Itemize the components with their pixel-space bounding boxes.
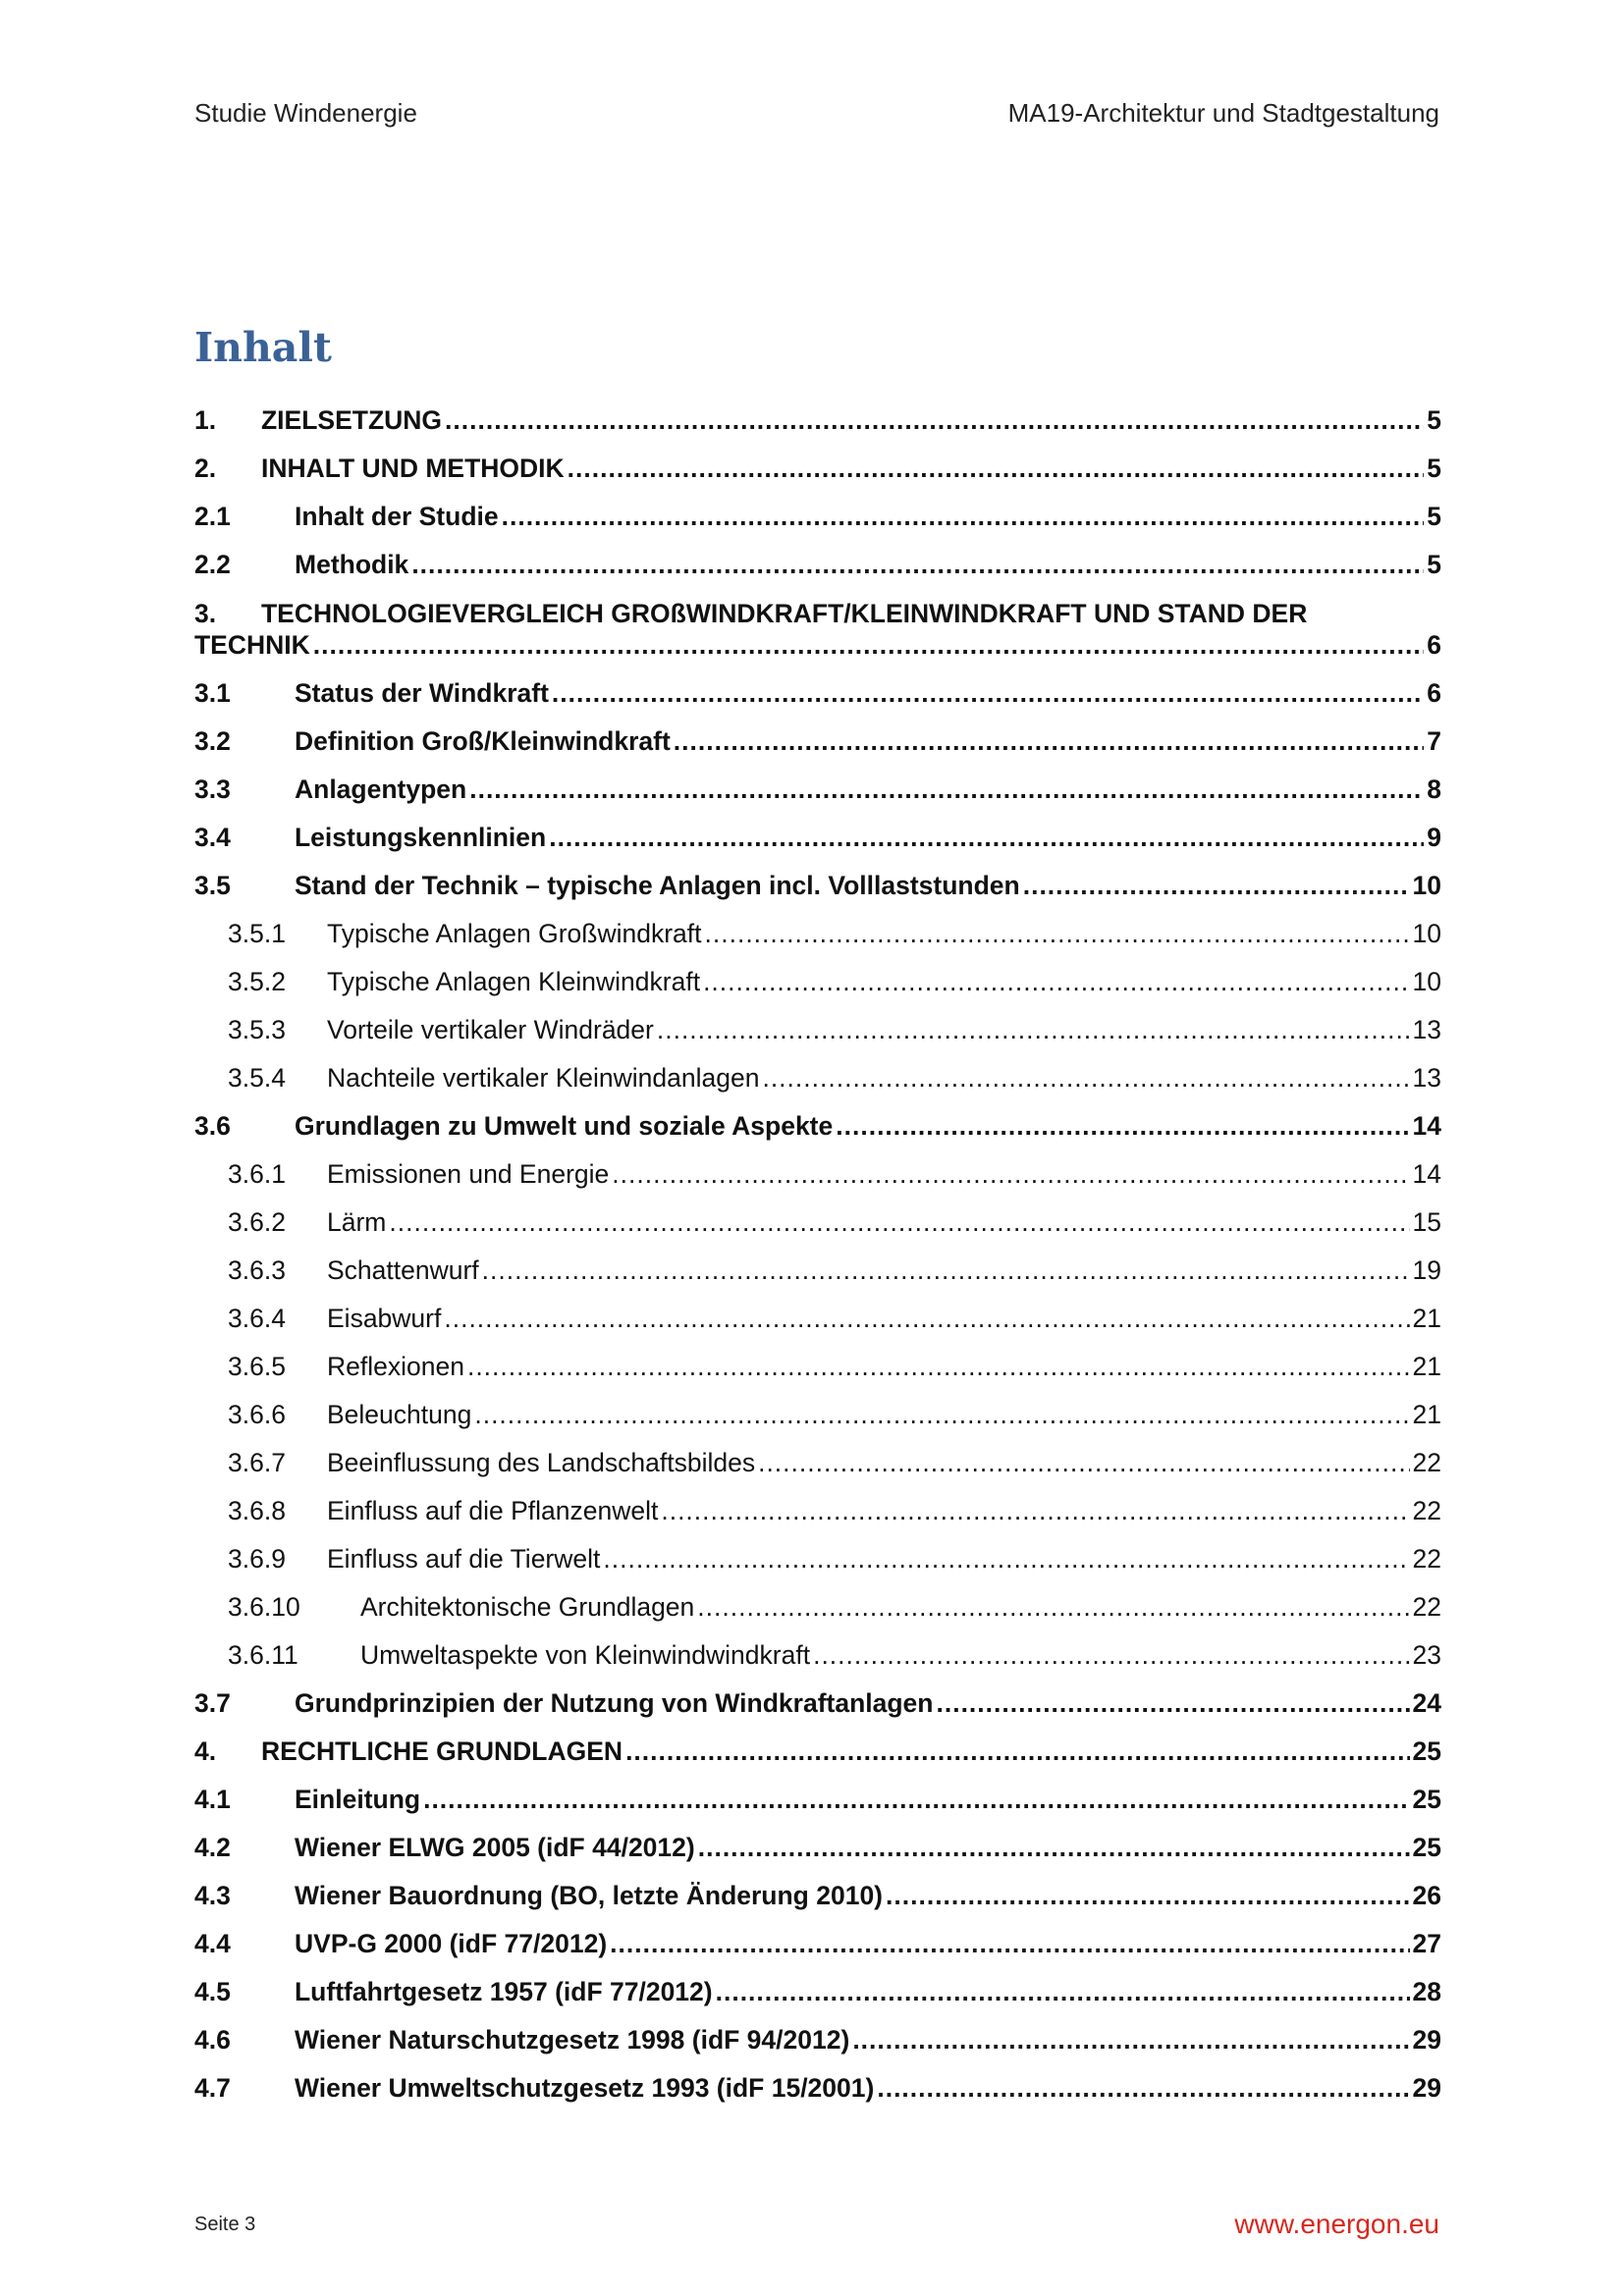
toc-entry-number: 3.4: [194, 823, 231, 852]
toc-entry-title-line1: TECHNOLOGIEVERGLEICH GROßWINDKRAFT/KLEINWINDKRAFT UND STAND DER: [261, 599, 1308, 628]
toc-entry[interactable]: [194, 1921, 1441, 1969]
toc-entry[interactable]: [194, 959, 1441, 1007]
toc-entry[interactable]: [194, 1103, 1441, 1151]
toc-entry[interactable]: [194, 542, 1441, 590]
toc-entry-title: RECHTLICHE GRUNDLAGEN: [261, 1736, 623, 1766]
toc-entry[interactable]: [194, 1007, 1441, 1055]
toc-entry-page: 29: [1412, 2073, 1441, 2103]
toc-entry-number: 3.6.2: [228, 1207, 286, 1237]
toc-entry-number: 3.1: [194, 678, 231, 708]
toc-leader-dots: [474, 1399, 1409, 1431]
toc-entry-title: Anlagentypen: [295, 774, 467, 804]
toc-leader-dots: [936, 1687, 1409, 1720]
toc-entry-page: 26: [1412, 1881, 1441, 1910]
toc-entry-page: 7: [1427, 726, 1441, 756]
toc-entry-number: 2.1: [194, 502, 231, 531]
toc-leader-dots: [703, 966, 1409, 998]
toc-entry[interactable]: [194, 1632, 1441, 1681]
toc-entry[interactable]: [194, 2065, 1441, 2113]
toc-entry-page: 5: [1427, 405, 1441, 435]
toc-entry-number: 4.: [194, 1736, 217, 1766]
toc-entry[interactable]: [194, 1151, 1441, 1200]
toc-entry-number: 3.6.7: [228, 1448, 286, 1477]
header-department: MA19-Architektur und Stadtgestaltung: [1007, 98, 1439, 128]
toc-entry-number: 1.: [194, 405, 217, 435]
toc-entry[interactable]: [194, 815, 1441, 863]
toc-entry-title: Nachteile vertikaler Kleinwindanlagen: [327, 1063, 760, 1093]
toc-entry-number: 4.6: [194, 2025, 231, 2055]
toc-entry-title: Reflexionen: [327, 1352, 464, 1381]
toc-entry-title: Typische Anlagen Großwindkraft: [327, 919, 702, 948]
toc-entry-title: Grundlagen zu Umwelt und soziale Aspekte: [295, 1111, 834, 1141]
toc-entry-number: 3.5.3: [228, 1015, 286, 1044]
toc-entry-title: Lärm: [327, 1207, 387, 1237]
toc-leader-dots: [313, 629, 1424, 662]
toc-entry-number: 3.6.5: [228, 1352, 286, 1381]
toc-entry-number: 3.5.4: [228, 1063, 286, 1093]
toc-entry-page: 21: [1412, 1400, 1441, 1429]
footer-website-link[interactable]: www.energon.eu: [1234, 2209, 1439, 2239]
toc-entry-title: Grundprinzipien der Nutzung von Windkraftanlagen: [295, 1688, 934, 1718]
toc-entry-number: 3.: [194, 599, 217, 628]
toc-entry-page: 28: [1412, 1977, 1441, 2006]
toc-entry-title: Definition Groß/Kleinwindkraft: [295, 726, 671, 756]
toc-entry[interactable]: [194, 1248, 1441, 1296]
toc-entry-page: 9: [1427, 823, 1441, 852]
toc-entry-page: 25: [1412, 1833, 1441, 1862]
toc-leader-dots: [389, 1206, 1409, 1239]
toc-entry-number: 3.6.11: [228, 1640, 298, 1670]
toc-entry-title: Einfluss auf die Pflanzenwelt: [327, 1496, 659, 1525]
toc-entry-title: Wiener Umweltschutzgesetz 1993 (idF 15/2001): [295, 2073, 875, 2103]
toc-entry[interactable]: [194, 767, 1441, 815]
toc-entry[interactable]: [194, 1296, 1441, 1344]
toc-entry[interactable]: [194, 1488, 1441, 1536]
toc-leader-dots: [661, 1495, 1409, 1527]
toc-entry-title: Inhalt der Studie: [295, 502, 499, 531]
toc-entry-page: 22: [1412, 1448, 1441, 1477]
toc-entry-number: 3.6.3: [228, 1255, 286, 1285]
toc-entry-number: 3.6.10: [228, 1592, 300, 1622]
toc-entry-page: 5: [1427, 502, 1441, 531]
toc-entry-page: 29: [1412, 2025, 1441, 2055]
toc-entry-page: 15: [1412, 1207, 1441, 1237]
toc-entry[interactable]: [194, 1584, 1441, 1632]
toc-entry-number: 3.2: [194, 726, 231, 756]
toc-entry-number: 3.7: [194, 1688, 231, 1718]
toc-entry-title: INHALT UND METHODIK: [261, 454, 565, 483]
toc-entry-number: 3.6.4: [228, 1304, 286, 1333]
toc-leader-dots: [467, 1351, 1410, 1383]
toc-entry-number: 3.5.2: [228, 967, 286, 996]
toc-entry-page: 10: [1412, 967, 1441, 996]
toc-entry-number: 3.6.1: [228, 1159, 286, 1189]
toc-entry-page: 21: [1412, 1352, 1441, 1381]
toc-entry-number: 3.6: [194, 1111, 231, 1141]
toc-entry-number: 4.3: [194, 1881, 231, 1910]
toc-entry-title: Beleuchtung: [327, 1400, 472, 1429]
toc-entry[interactable]: [194, 1969, 1441, 2017]
toc-entry-number: 4.5: [194, 1977, 231, 2006]
toc-leader-dots: [705, 918, 1410, 950]
toc-entry[interactable]: [194, 1200, 1441, 1248]
toc-entry[interactable]: [194, 1392, 1441, 1440]
toc-entry-number: 3.5: [194, 871, 231, 900]
toc-entry[interactable]: [194, 1055, 1441, 1103]
toc-entry-page: 25: [1412, 1785, 1441, 1814]
toc-entry-page: 8: [1427, 774, 1441, 804]
toc-entry-page: 14: [1412, 1111, 1441, 1141]
toc-entry[interactable]: [194, 446, 1441, 494]
toc-entry-title: ZIELSETZUNG: [261, 405, 443, 435]
toc-entry-page: 14: [1412, 1159, 1441, 1189]
toc-entry-title: Architektonische Grundlagen: [360, 1592, 695, 1622]
toc-entry-number: 3.6.8: [228, 1496, 286, 1525]
toc-leader-dots: [603, 1543, 1409, 1575]
toc-entry-number: 2.: [194, 454, 217, 483]
toc-entry[interactable]: [194, 494, 1441, 542]
toc-entry-title: Methodik: [295, 550, 409, 579]
toc-entry-page: 25: [1412, 1736, 1441, 1766]
toc-entry[interactable]: [194, 1825, 1441, 1873]
toc-leader-dots: [716, 1976, 1410, 2008]
toc-leader-dots: [502, 501, 1425, 533]
toc-entry-title: Wiener Bauordnung (BO, letzte Änderung 2010): [295, 1881, 884, 1910]
toc-entry-page: 22: [1412, 1544, 1441, 1574]
toc-entry-title: Schattenwurf: [327, 1255, 479, 1285]
toc-entry[interactable]: [194, 911, 1441, 959]
toc-entry-title: Beeinflussung des Landschaftsbildes: [327, 1448, 756, 1477]
toc-entry-title: UVP-G 2000 (idF 77/2012): [295, 1929, 608, 1958]
toc-heading: Inhalt: [194, 324, 332, 371]
toc-entry-title: Leistungskennlinien: [295, 823, 547, 852]
toc-entry-page: 22: [1412, 1592, 1441, 1622]
toc-leader-dots: [610, 1928, 1409, 1960]
toc-entry[interactable]: [194, 1344, 1441, 1392]
toc-entry-page: 6: [1427, 678, 1441, 708]
toc-entry[interactable]: [194, 1873, 1441, 1921]
toc-entry[interactable]: [194, 719, 1441, 767]
toc-entry[interactable]: [194, 670, 1441, 719]
toc-entry-page: 5: [1427, 550, 1441, 579]
header-document-title: Studie Windenergie: [194, 98, 417, 128]
toc-entry-page: 24: [1412, 1688, 1441, 1718]
toc-entry-number: 3.6.6: [228, 1400, 286, 1429]
toc-entry[interactable]: [194, 398, 1441, 446]
toc-entry-title: Umweltaspekte von Kleinwindwindkraft: [360, 1640, 811, 1670]
toc-leader-dots: [552, 677, 1424, 710]
toc-leader-dots: [612, 1158, 1409, 1191]
toc-entry[interactable]: [194, 590, 1441, 670]
toc-leader-dots: [813, 1639, 1409, 1672]
toc-leader-dots: [423, 1784, 1409, 1816]
toc-leader-dots: [444, 1303, 1409, 1335]
toc-entry[interactable]: [194, 1681, 1441, 1729]
toc-entry[interactable]: [194, 1440, 1441, 1488]
toc-leader-dots: [549, 822, 1424, 854]
toc-leader-dots: [568, 453, 1425, 485]
toc-entry-title: Einleitung: [295, 1785, 421, 1814]
toc-entry-number: 2.2: [194, 550, 231, 579]
toc-entry-number: 4.4: [194, 1929, 231, 1958]
toc-leader-dots: [482, 1255, 1410, 1287]
toc-entry-number: 4.1: [194, 1785, 231, 1814]
toc-entry-page: 13: [1412, 1063, 1441, 1093]
toc-entry[interactable]: [194, 2017, 1441, 2065]
toc-entry-page: 13: [1412, 1015, 1441, 1044]
toc-entry-number: 3.5.1: [228, 919, 286, 948]
toc-entry-title: Wiener Naturschutzgesetz 1998 (idF 94/2012): [295, 2025, 850, 2055]
toc-leader-dots: [886, 1880, 1410, 1912]
toc-leader-dots: [445, 404, 1424, 437]
toc-entry-page: 6: [1427, 630, 1441, 660]
toc-entry-title: TECHNIK: [194, 630, 310, 660]
toc-entry-page: 10: [1412, 871, 1441, 900]
toc-entry-title: Luftfahrtgesetz 1957 (idF 77/2012): [295, 1977, 713, 2006]
toc-entry-page: 27: [1412, 1929, 1441, 1958]
toc-entry[interactable]: [194, 1536, 1441, 1584]
toc-leader-dots: [674, 725, 1424, 758]
toc-entry-title: Einfluss auf die Tierwelt: [327, 1544, 601, 1574]
toc-leader-dots: [877, 2072, 1409, 2105]
toc-entry-title: Stand der Technik – typische Anlagen incl. Volllaststunden: [295, 871, 1020, 900]
toc-entry-page: 22: [1412, 1496, 1441, 1525]
toc-leader-dots: [836, 1110, 1409, 1143]
footer-page-number: Seite 3: [194, 2214, 256, 2235]
table-of-contents: [194, 398, 1441, 2113]
toc-leader-dots: [758, 1447, 1409, 1479]
toc-entry[interactable]: [194, 863, 1441, 911]
toc-entry[interactable]: [194, 1729, 1441, 1777]
toc-leader-dots: [625, 1735, 1409, 1768]
toc-entry-page: 21: [1412, 1304, 1441, 1333]
toc-entry-title: Emissionen und Energie: [327, 1159, 610, 1189]
toc-leader-dots: [697, 1591, 1409, 1624]
toc-entry-page: 19: [1412, 1255, 1441, 1285]
toc-leader-dots: [1023, 870, 1410, 902]
toc-entry-page: 5: [1427, 454, 1441, 483]
toc-entry-title: Typische Anlagen Kleinwindkraft: [327, 967, 701, 996]
toc-entry-title: Wiener ELWG 2005 (idF 44/2012): [295, 1833, 695, 1862]
toc-entry[interactable]: [194, 1777, 1441, 1825]
toc-entry-number: 4.2: [194, 1833, 231, 1862]
toc-leader-dots: [698, 1832, 1410, 1864]
toc-entry-page: 23: [1412, 1640, 1441, 1670]
toc-entry-number: 4.7: [194, 2073, 231, 2103]
toc-entry-title: Eisabwurf: [327, 1304, 442, 1333]
toc-entry-title: Status der Windkraft: [295, 678, 549, 708]
toc-leader-dots: [411, 549, 1424, 581]
toc-entry-number: 3.6.9: [228, 1544, 286, 1574]
toc-leader-dots: [657, 1014, 1410, 1046]
toc-entry-title: Vorteile vertikaler Windräder: [327, 1015, 654, 1044]
toc-leader-dots: [762, 1062, 1409, 1095]
toc-leader-dots: [852, 2024, 1409, 2056]
toc-leader-dots: [469, 774, 1424, 806]
toc-entry-page: 10: [1412, 919, 1441, 948]
toc-entry-number: 3.3: [194, 774, 231, 804]
